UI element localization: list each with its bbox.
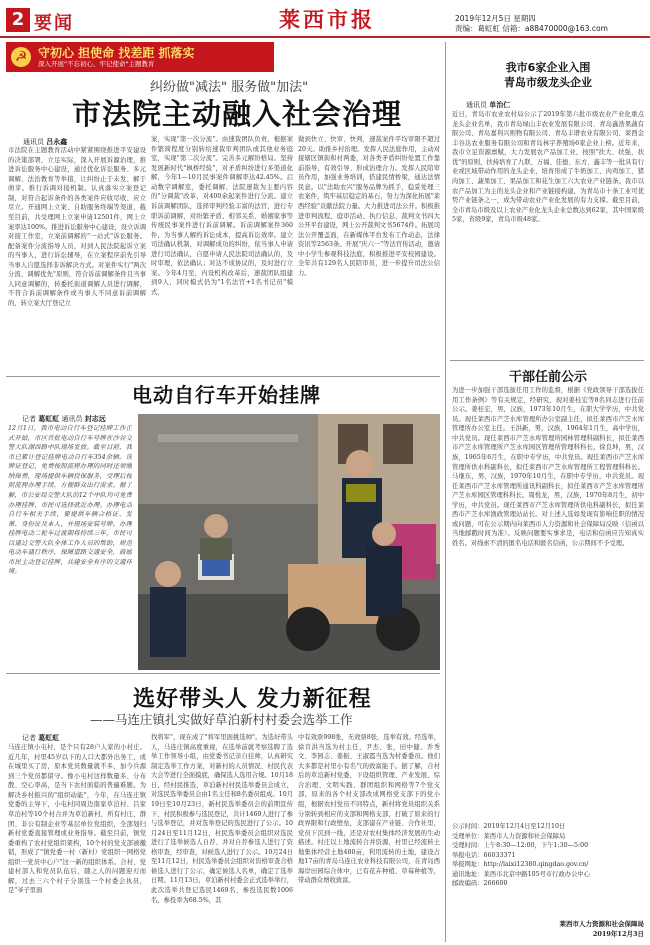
- enterprise-byline: 通讯员 单治仁: [466, 101, 511, 109]
- party-emblem-icon: ☭: [11, 47, 31, 67]
- notice-period: 公示时间：2019年12月4日至12月10日: [452, 823, 566, 830]
- lead-column-2: 案，实现"第一次分流"。由速裁团队负责，根据案件繁简程度分别转给速裁审判团队或其他业务庭室，实现"第二次分流"。完善多元解纷格局。坚持发展新时代"枫桥经验"，对矛盾纠纷进行多渠道化解，今年1—10月民事案件调解率达42.45%。启动数字调解室，委托调解、法院速裁为主要内容的"分调裁"改革，对400余起案件进行分流。建立诉前调解团队，选择审判经验丰富的法官，进行专职诉前调解，对纷繁矛盾、相邻关系、婚姻家事等传统民事案件进行诉前调解。诉前调解案件360件，为当事人解约诉讼成本，提高诉讼效率。建立司法确认机制，对调解成功的纠纷，依当事人申请进行司法确认，自愿申请人民法院司法确认的，及时审理，依法确认；对达不成协议的，及时进行立案。今年4月至，内设机构改革后，速裁团队组建到9人，同时模式仍为"1名法官+1名书记员"模式，: [151, 136, 293, 296]
- editor-contact: 责编：葛虹虹 信箱：a88470000@163.com: [455, 24, 608, 34]
- notice-web: 举报网址：http://laixi12380.qingdao.gov.cn/: [452, 861, 589, 869]
- lead-title: 市法院主动融入社会治理: [72, 97, 403, 131]
- enterprise-body: 近日，青岛市农业农村局公示了2019年第六批市级农业产业化重点龙头企业名单，我市青岛绿山丰农业发展有限公司、青岛鑫浩果蔬有限公司、青岛嘉利兴则物有限公司、青岛丰谱农业有限公司、莱西金丰谷达农业服务有限公司和青岛林宇养殖场6家企业上榜。近年来，我市立足资源禀赋，大力发展农产品加工业，按照"扶大、扶强、扶优"的原则，扶持培育了九联、万福、佳德、东方、鑫丰等一批具有行业或区域带动作用的龙头企业，培育形成了牛奶加工、肉鸡加工、猪肉加工、蔬果加工、果品加工和花生加工六大农业产业链条。我市以农产品加工为主的龙头企业和产业链接构建，为青岛市十条工业可优势产业链条之一，成为带动农业产业化发展的有力支撑。截至目前，全市青岛市级及以上农业产业化龙头企业总数达到62家，其中国家级5家，省级9家，青岛市级48家。: [452, 111, 644, 224]
- street-scene-image: [138, 414, 440, 670]
- village-column-3: 中有效票998张，无效票8张，选举有效。经选举，徐肯洪当选为村主任，尹杰、张，田中健、乔秀文、李园志、姜振、王淑霞当选为村委委员。他们大多都是村里小有名气的致富能手。据了解，合村后的草泊新村党委，下设组织管理、产业发展、综合治理、文明实践、群团组织和网格等7个党支部，原来的各个村支部改成网格党支部下的党小组，根据农村党员不同特点，新村将党员组织关系分别转到相应的支部和网格支部，打破了原来的行政界限和行政壁垒，支部建在产业链、合作社里，党员下沉到一线，还是对农村集体经济发展的生动描述。村庄以上地流转合并资源，村里已经流转土地集体经营土地480亩，利用流转的土地，建设占地17亩的青岛马连庄农业科技有限公司，在青岛西海岸田园综合体中，已有花卉种植、草莓种植等，带动群众增收致富。: [298, 734, 440, 885]
- dateline: [455, 14, 608, 34]
- bike-byline: 记者 葛虹虹 通讯员 封志远: [22, 415, 106, 423]
- notice-signature: 莱西市人力资源和社会保障局: [559, 920, 644, 928]
- bike-body: 12月1日，我市电动自行车登记挂牌工作正式开始，市区首批电动自行车号牌在沙谷交警大队湖西路中队现场发放。截至目前，我市已累计登记挂牌电动自行车354余辆。该牌证登记，免费按照流程办理的同时还须缴纳保费，现场提供车辆投保服务，受理后按照流程办理手续，方便群众出行需求。据了解，市公安局交警大队的12个中队均可免费办理挂牌，市民可选择就近办理。办理电动自行车相关手续，要提供车辆合格证、发票、身份证及本人，并现场安装号牌。办理挂牌电动二轮车过渡期将持续三年，市民可以通过交警大队全体工作人员的帮助，规范电动车通行秩序，保障道路交通安全，鼓励市民主动登记挂牌，共建安全有序的交通环境。: [8, 425, 132, 576]
- lead-kicker: 纠纷做"减法" 服务做"加法": [150, 80, 309, 95]
- theme-banner: [6, 42, 274, 72]
- notice-sign-date: 2019年12月3日: [592, 929, 644, 938]
- notice-contacts: [452, 822, 644, 920]
- issue-date: 2019年12月5日 星期四: [455, 14, 536, 23]
- notice-hours: 受理时间：上午8:30—12:00，下午1:30—5:00: [452, 842, 589, 850]
- notice-accept-unit: 受理单位：莱西市人力资源和社会保障局: [452, 832, 566, 840]
- divider: [6, 673, 440, 674]
- divider: [450, 360, 644, 361]
- banner-slogan: 守初心 担使命 找差距 抓落实: [38, 46, 195, 60]
- notice-address: 通讯地址：莱西市北京中路105号市行政办公中心: [452, 870, 590, 878]
- bike-photo: [138, 414, 440, 670]
- notice-postcode: 邮政编码：266600: [452, 880, 508, 888]
- banner-subtitle: 深入开展"不忘初心、牢记使命"主题教育: [38, 60, 155, 68]
- page-number: 2: [6, 8, 30, 32]
- notice-signature-block: [452, 920, 644, 940]
- village-subtitle: ——马连庄镇扎实做好草泊新村村委会选举工作: [90, 712, 353, 727]
- section-title: 要闻: [34, 13, 74, 34]
- notice-body: 为进一步加强干部选拔任用工作的监督，根据《党政领导干部选拔任用工作条例》等有关规定，经研究，现对姜桂宏等8名同志进行任前公示。姜桂宏，男，汉族，1973年10月生，在职大学学历，中共党员。现任莱西市产芝水库管理所办公室副主任，拟任莱西市产芝水库管理所办公室主任。王洪新，男，汉族，1964年1月生，高中学历，中共党员。现任莱西市产芝水库管理所园林管理科副科长，拟任莱西市产芝水库管理所产芝水库园区管理所管理科科长。徐良坤，男，汉族，1965年6月生，在职中专学历，中共党员。现任莱西市产芝水库管理所供水科副科长，拟任莱西市产芝水库管理所工程管理科科长。马继东，男，汉族，1970年10月生，在职中专学历，中共党员。现任莱西市产芝水库管理所通讯科副科长，拟任莱西市产芝水库管理所产芝水库园区管理科科长。周悦龙，男，汉族，1970年8月生，初中学历，中共党员。现任莱西市产芝水库管理所供电科副科长，拟任莱西市产芝水库渔政管理站站长。对上述人选如发现有影响任职的情况或问题，可在公示期内向莱西市人力资源和社会保障局反映（信函以当地邮戳时间为准）。反映问题要实事求是，电话和信函应告知真实姓名。对线索不清的匿名电话和匿名信函，公示期间不予受理。: [452, 387, 644, 547]
- masthead-logo: 莱西市报: [279, 7, 375, 32]
- column-divider: [445, 42, 446, 942]
- lead-column-1: 市法院在主题教育活动中紧紧围绕推进平安建设的决策部署，立足实际，深入开展诉源治理，推进诉讼服务中心建设，通过优化诉讼服务、多元调解、法治教育等举措，让纠纷止于未发、解于萌芽。推行诉调对接机制。认真落实立案登记制，对符合起诉条件的各类案件应收尽收、应立尽立。开通网上立案、自助服务终端等渠道，截至目前，共受理网上立案申请12501件，网上立案率达100%。推进诉讼服务中心建设，设立诉调对接工作室，立案前调解的"一站式"诉讼服务。配备案件分流指导人员，对到人民法院起诉立案的当事人，进行诉讼辅导，在立案程序前先引导当事人自愿选择非诉解决方式。对案件实行"两次分流、调解优先"原则，符合诉前调解条件且当事人同意调解的，转委托街道调解人员进行调解，不符合诉前调解条件或当事人不同意诉前调解的，转立案大厅登记立: [8, 147, 146, 307]
- header-rule: [0, 36, 650, 38]
- enterprise-title: 我市6家企业入围 青岛市级龙头企业: [504, 61, 592, 90]
- divider: [6, 376, 440, 377]
- village-title: 选好带头人 发力新征程: [133, 687, 372, 712]
- notice-phone: 举报电话：66033371: [452, 851, 516, 859]
- village-column-2: 找将军"，现在成了"将军里面挑选帅"。为选好带头人，马连庄镇高度重视，在选举前就考察选聘了选举工作领导小组，由党委书记亲自挂帅，认真研究制定选举工作方案，对新村的人员情况、村民代表大会等进行全面摸底，确保选人选用合规。10月18日，经村民推选，草泊新村村民选举委员会成立，对选民选举委员会由1名主任和8名委员组成。10月19日至10月23日，新村民选举委员会的前期宣传下，村民积极参与选民登记，共计1469人进行了参与选举登记，并对选举登记的选民进行了公示。10月24日至11月12日，村民选举委员会组织对选民进行了选举候选人自荐、并对自荐参选人进行了资格审查，经审查，对候选人进行了公示。10月24日至11月12日，村民选举委员会组织对资格审查合格候选人进行了公示，确定候选人名单，确定了选举日期。11月13日，草泊新村村委会正式选举举行，此次选举共登记选民1469名，参投选民数1006名，参投率为68.5%，其: [151, 734, 293, 904]
- lead-column-3: 做到快立、快审、快判，速裁案件平均审限不超过20天。助推乡村治理。发挥人民法庭作用，主动对接辖区镇街和村两委，对各类矛盾纠纷处置工作靠前指导，有效引导、形成治理合力。发挥人民陪审员作用，加强业务培训，搭建民情桥梁，通达法情民意。以"法助农兴"服务品牌为抓手，稳妥处理三农案件，筑牢基层稳定的基石，努力为深化拓展"莱西经验"贡献法院力量。大力推进司法公开。积极推进审判流程、庭审活动、执行信息、裁判文书四大公开平台建设，网上公开裁判文书5674件。拓展司法公开覆盖面，在新媒体平台发布工作动态，法律资讯等2563条。开展"庆六一"等法官传活动，邀请中小学生参观科技法庭，积极推进平安校园建设。全年共有129名人民陪审员，进一步提升司法公信力。: [298, 136, 440, 277]
- lead-byline: 通讯员 吕永鑫: [23, 138, 68, 146]
- notice-title: 干部任前公示: [508, 370, 587, 385]
- village-byline: 记者 葛虹虹: [22, 734, 60, 742]
- bike-title: 电动自行车开始挂牌: [132, 383, 321, 407]
- village-column-1: 马连庄镇小屯村，是个只有28户人家的小村庄。近几年，村里45岁以下的人口大都外出务工，或在城里买了房，原本党员数量就不多，加今兵源到三个党员都留守。像小屯村这样数量多、分布散、空心率高，是当下农村面临的普遍难题。为解决乡村振兴的"组织动能"，今年，在马连庄镇党委的主导下，小屯村同周边南家草泊村、吕家草泊村等10个村合并为草泊新村，所有村庄、群团、非公有制企业等基层单位党组织，全部划归新村党委直接管理或业务指导。截至目前，镇党委重构了农村党组织架构，10个村的党支部被撤销，形成了"镇党委一村（新村）党组织一网格党组织一党员中心户"这一新的组织体系。合村、党建村部人和党员队伍后，随之人的问题迎刃而解，过去三六个村子分别选一个村委会执员，是"爷子里面: [8, 744, 146, 895]
